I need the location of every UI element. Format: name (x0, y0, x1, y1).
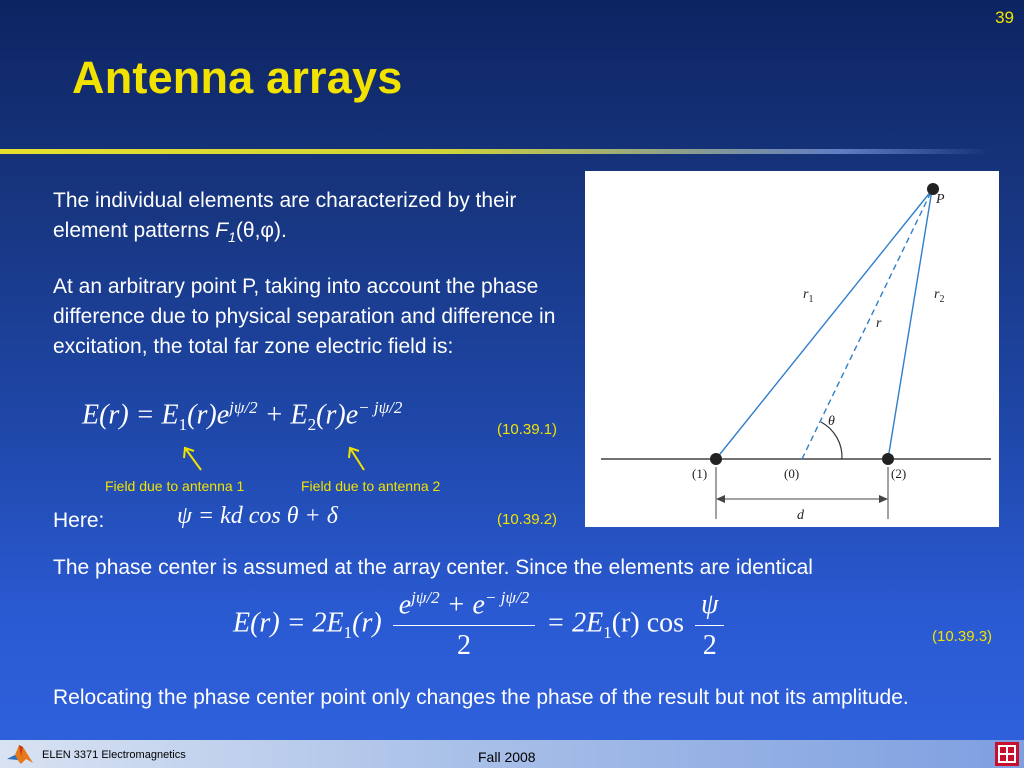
label-r1-sub: 1 (808, 294, 814, 305)
equation-10-39-2: ψ = kd cos θ + δ (177, 503, 338, 529)
ray-r1 (716, 190, 932, 459)
paragraph-element-patterns (53, 186, 573, 252)
label-r2 (934, 287, 944, 305)
eq3-mid1: (r) (352, 607, 382, 639)
eq1-sub1: 1 (178, 414, 188, 434)
eq3-den1: 2 (456, 630, 471, 662)
eq3-lhs: E(r) = 2E (233, 607, 344, 639)
equation-10-39-3 (233, 588, 728, 662)
eq1-lhs: E(r) = E (82, 399, 179, 431)
eq1-sub2: 2 (307, 414, 317, 434)
eq1-plus: + E (257, 399, 308, 431)
label-p: P (936, 192, 945, 207)
ray-r (802, 190, 932, 459)
title-divider (0, 149, 990, 154)
eq1-exp1: jψ/2 (229, 398, 258, 417)
label-element-0: (0) (784, 466, 800, 481)
eq3-num-e1: e (398, 589, 412, 621)
dim-arrow-left (716, 495, 725, 503)
footer-term: Fall 2008 (478, 749, 536, 765)
paragraph-phase-center: The phase center is assumed at the array center. Since the elements are identical (53, 556, 813, 579)
eq3-sub1: 1 (343, 623, 353, 643)
eq3-fraction-1 (393, 588, 536, 662)
eq3-den2: 2 (702, 629, 717, 661)
footer-course: ELEN 3371 Electromagnetics (42, 749, 186, 761)
paragraph-far-zone: At an arbitrary point P, taking into account the phase difference due to physical separation and difference in excitation, the total far zone electric field is: (53, 275, 556, 358)
eq3-sub2: 1 (603, 623, 612, 643)
eq3-mid: = 2E (546, 607, 604, 639)
arrow-antenna-1 (184, 448, 201, 470)
dim-arrow-right (879, 495, 888, 503)
matlab-logo-icon (6, 742, 34, 766)
ray-r2 (888, 190, 932, 459)
eq3-cos: (r) cos (611, 607, 685, 639)
eq3-fraction-2 (695, 589, 724, 662)
eq1-exp2: − jψ/2 (358, 398, 403, 417)
label-r1 (803, 287, 813, 305)
eq3-num-plus: + e (439, 589, 485, 621)
annotation-arrows (180, 444, 380, 474)
eq1-mid1: (r)e (187, 399, 230, 431)
p1-f-subscript: 1 (228, 229, 236, 246)
slide-title: Antenna arrays (72, 52, 403, 103)
label-theta: θ (828, 414, 835, 429)
p1-f-symbol: F (215, 219, 229, 242)
label-r1-r: r (803, 287, 809, 302)
label-d: d (797, 508, 804, 523)
equation-10-39-1 (82, 398, 402, 435)
element-1-dot (710, 453, 722, 465)
label-element-2: (2) (891, 466, 907, 481)
label-r2-sub: 2 (939, 294, 945, 305)
array-geometry-diagram (585, 171, 999, 527)
label-element-1: (1) (692, 466, 708, 481)
annotation-antenna-2: Field due to antenna 2 (301, 478, 441, 494)
p1-args: (θ,φ). (235, 219, 287, 242)
element-2-dot (882, 453, 894, 465)
array-geometry-figure (585, 171, 999, 527)
paragraph-relocating: Relocating the phase center point only changes the phase of the result but not its amplitude. (53, 686, 909, 709)
annotation-antenna-1: Field due to antenna 1 (105, 478, 245, 494)
equation-ref-10-39-1: (10.39.1) (497, 421, 558, 438)
arrow-antenna-2 (349, 448, 364, 470)
equation-ref-10-39-3: (10.39.3) (932, 628, 993, 645)
p1-text: The individual elements are characterized by their element patterns (53, 189, 517, 242)
eq3-num-exp2: − jψ/2 (484, 588, 530, 607)
eq1-mid2: (r)e (316, 399, 359, 431)
eq3-num-psi: ψ (695, 589, 724, 626)
eq3-num-exp1: jψ/2 (411, 588, 440, 607)
label-r2-r: r (934, 287, 940, 302)
label-here: Here: (53, 509, 105, 532)
equation-ref-10-39-2: (10.39.2) (497, 511, 558, 528)
slide-number: 39 (995, 8, 1014, 27)
label-r: r (876, 316, 882, 331)
university-logo-icon (994, 741, 1020, 767)
